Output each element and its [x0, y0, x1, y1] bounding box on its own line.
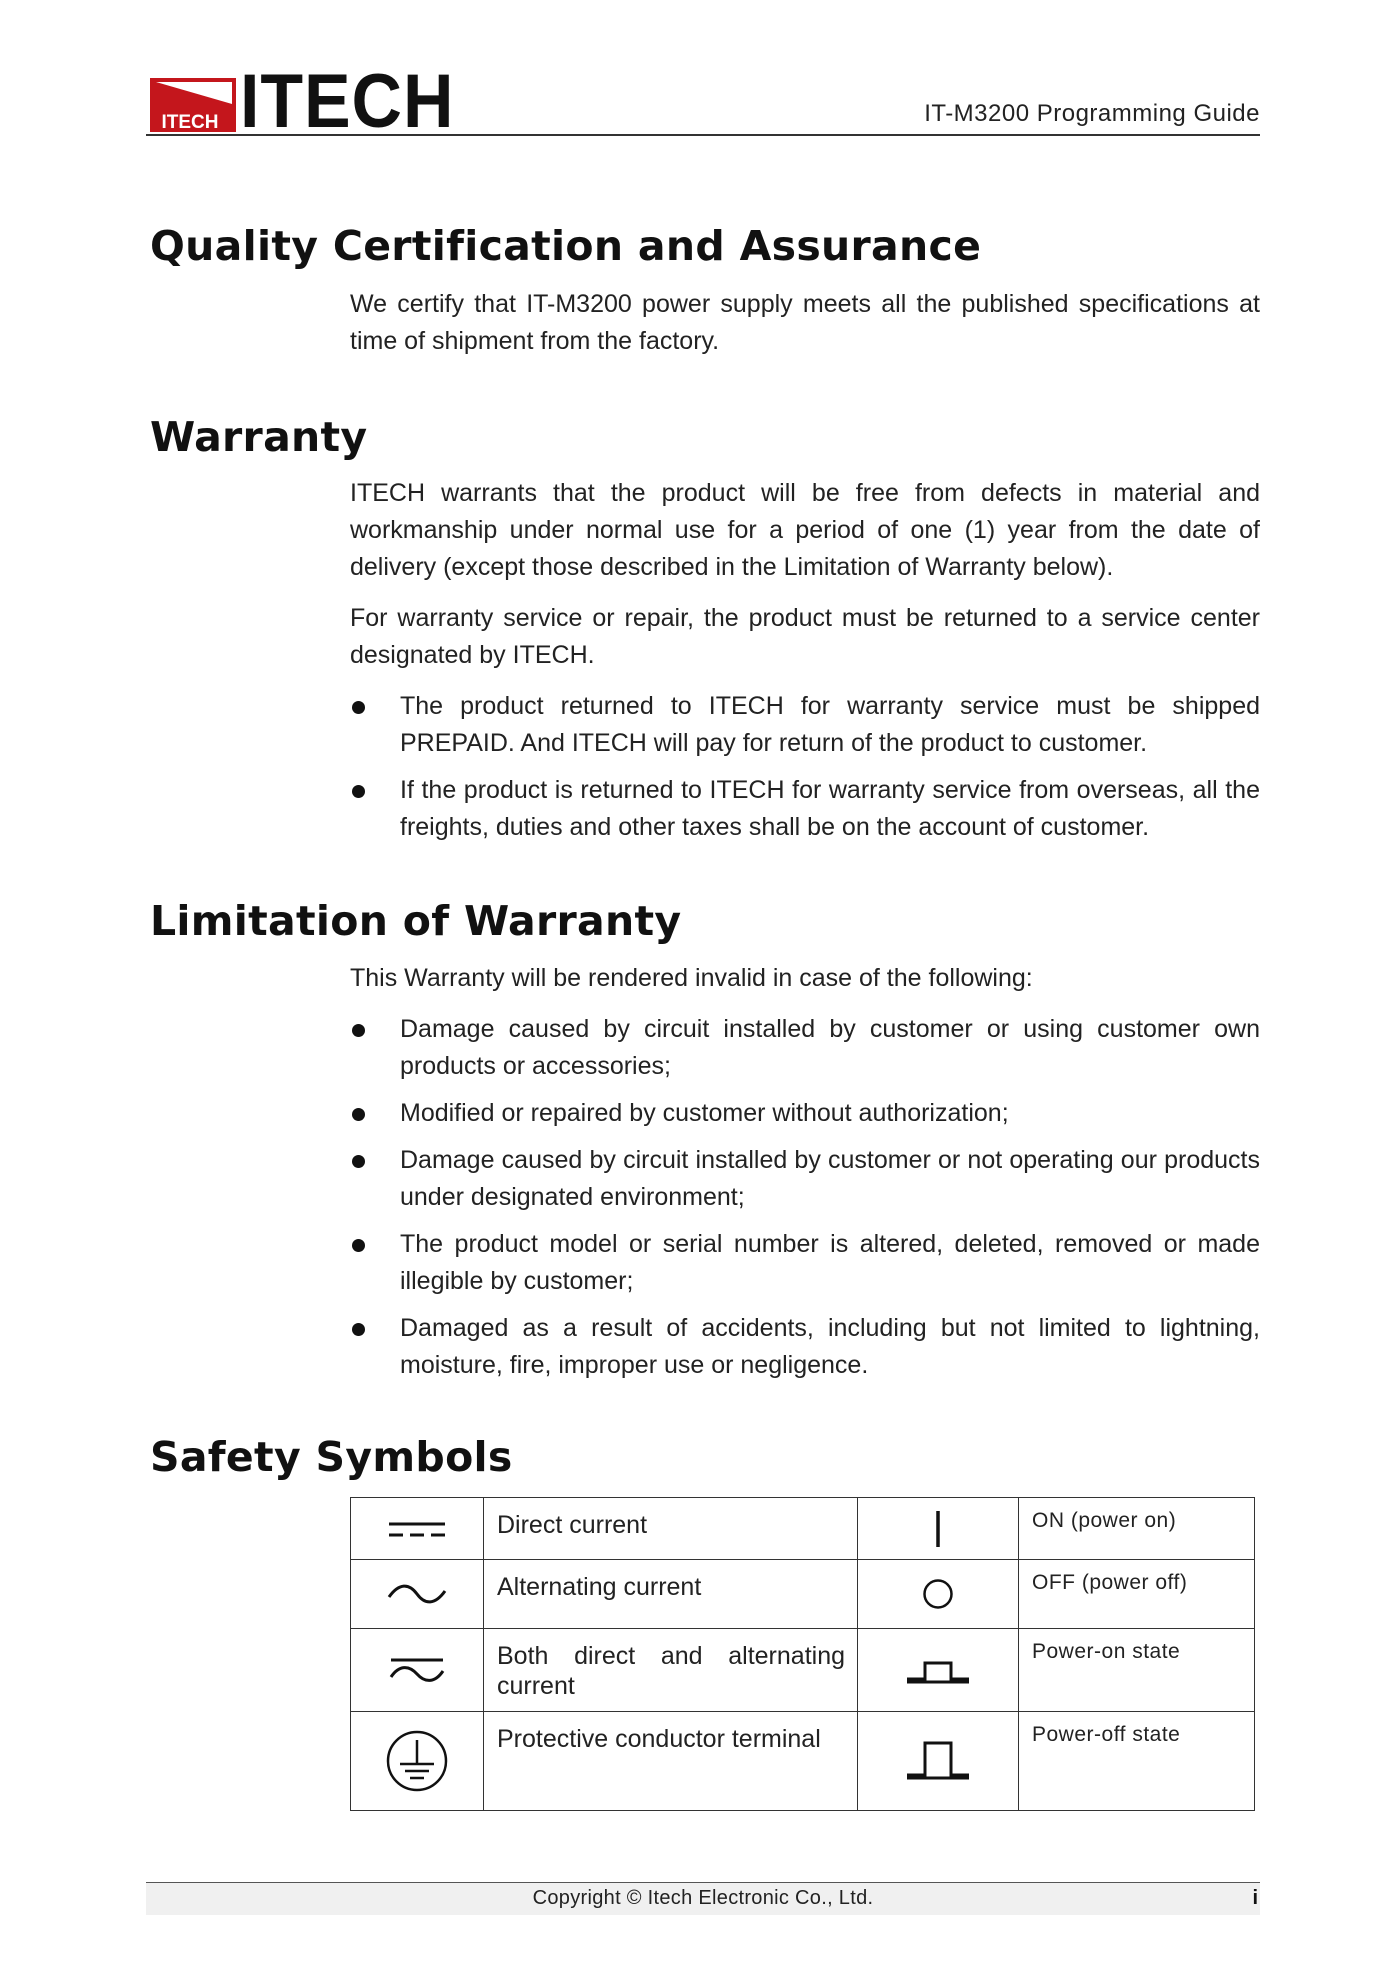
list-item: [350, 1142, 1260, 1216]
list-item: [350, 1310, 1260, 1384]
off-power-icon: [858, 1560, 1019, 1629]
logo-wordmark: ITECH: [240, 59, 455, 144]
itech-logo: [150, 59, 473, 144]
table-row: [351, 1498, 1255, 1560]
bullet-icon: [352, 1323, 365, 1336]
safety-heading: Safety Symbols: [150, 1433, 513, 1481]
list-item-text: Damage caused by circuit installed by customer or using customer own products or accessories;: [400, 1015, 1260, 1080]
both-ac-dc-icon: [351, 1629, 484, 1712]
table-row: [351, 1560, 1255, 1629]
on-power-icon: [858, 1498, 1019, 1560]
power-off-state-icon: [858, 1712, 1019, 1811]
warranty-section: [350, 475, 1260, 846]
quality-paragraph: We certify that IT-M3200 power supply meets all the published specifications at time of shipment from the factory.: [350, 290, 1260, 355]
list-item-text: If the product is returned to ITECH for warranty service from overseas, all the freights, duties and other taxes shall be on the account of customer.: [400, 776, 1260, 841]
table-cell: Both direct and alternating current: [484, 1629, 858, 1712]
copyright-text: Copyright © Itech Electronic Co., Ltd.: [532, 1887, 874, 1909]
bullet-icon: [352, 701, 365, 714]
table-row: [351, 1629, 1255, 1712]
list-item: [350, 1011, 1260, 1085]
list-item: [350, 772, 1260, 846]
direct-current-icon: [351, 1498, 484, 1560]
table-cell: Alternating current: [484, 1560, 858, 1629]
list-item-text: The product model or serial number is altered, deleted, removed or made illegible by customer;: [400, 1230, 1260, 1295]
list-item: [350, 1226, 1260, 1300]
list-item-text: Damaged as a result of accidents, including but not limited to lightning, moisture, fire, improper use or negligence.: [400, 1314, 1260, 1379]
table-row: [351, 1712, 1255, 1811]
list-item-text: Modified or repaired by customer without authorization;: [400, 1099, 1009, 1127]
warranty-bullet-list: [350, 688, 1260, 846]
limitation-heading: Limitation of Warranty: [150, 897, 682, 945]
document-title: IT-M3200 Programming Guide: [924, 100, 1260, 127]
bullet-icon: [352, 1239, 365, 1252]
page-header: [146, 59, 1260, 144]
table-cell: Power-off state: [1019, 1712, 1255, 1811]
bullet-icon: [352, 1155, 365, 1168]
power-on-state-icon: [858, 1629, 1019, 1712]
quality-section: [350, 286, 1260, 360]
bullet-icon: [352, 1108, 365, 1121]
warranty-heading: Warranty: [150, 413, 368, 461]
list-item: [350, 1095, 1260, 1132]
table-cell: OFF (power off): [1019, 1560, 1255, 1629]
alternating-current-icon: [351, 1560, 484, 1629]
table-cell: ON (power on): [1019, 1498, 1255, 1560]
itech-logo-mark-icon: [150, 78, 236, 132]
table-cell: Power-on state: [1019, 1629, 1255, 1712]
warranty-paragraph: For warranty service or repair, the product must be returned to a service center designated by ITECH.: [350, 604, 1260, 669]
warranty-paragraph: ITECH warrants that the product will be free from defects in material and workmanship under normal use for a period of one (1) year from the date of delivery (except those described in the Limitation of Warranty below).: [350, 479, 1260, 581]
bullet-icon: [352, 785, 365, 798]
protective-conductor-terminal-icon: [351, 1712, 484, 1811]
safety-symbols-table: [350, 1497, 1255, 1811]
table-cell: Protective conductor terminal: [484, 1712, 858, 1811]
limitation-intro: This Warranty will be rendered invalid in case of the following:: [350, 964, 1033, 992]
limitation-section: [350, 960, 1260, 1384]
table-cell: Direct current: [484, 1498, 858, 1560]
bullet-icon: [352, 1024, 365, 1037]
list-item: [350, 688, 1260, 762]
list-item-text: The product returned to ITECH for warranty service must be shipped PREPAID. And ITECH will pay for return of the product to customer.: [400, 692, 1260, 757]
quality-heading: Quality Certification and Assurance: [150, 222, 982, 270]
page-number: i: [1252, 1887, 1258, 1909]
page-footer: [146, 1882, 1260, 1915]
limitation-bullet-list: [350, 1011, 1260, 1384]
logo-small-text: ITECH: [161, 112, 219, 132]
list-item-text: Damage caused by circuit installed by customer or not operating our products under designated environment;: [400, 1146, 1260, 1211]
